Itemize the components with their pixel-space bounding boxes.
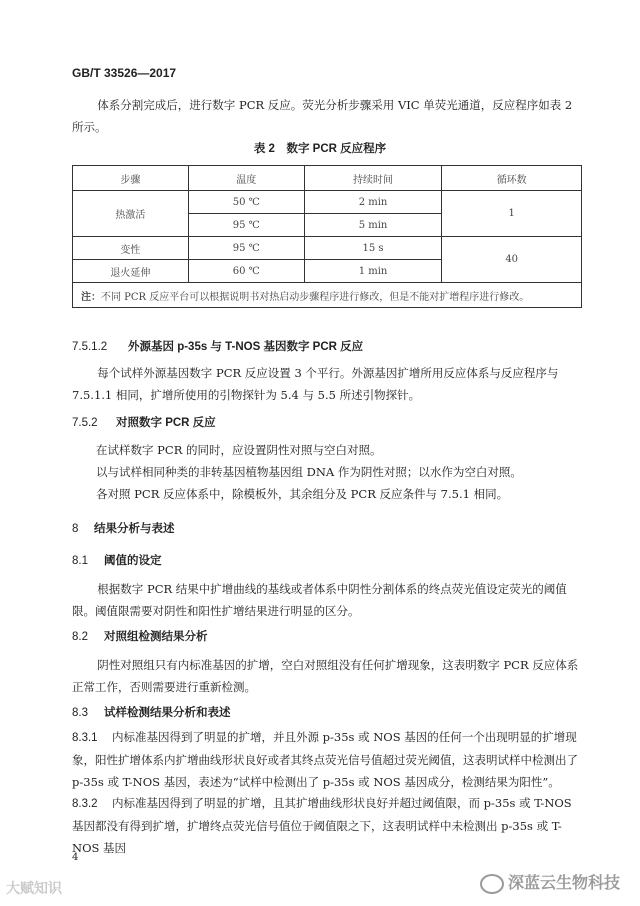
section-number: 8.2 — [72, 631, 88, 643]
section-number: 7.5.1.2 — [72, 341, 108, 353]
heading-8 — [72, 520, 175, 536]
paragraph-line: 在试样数字 PCR 的同时，应设置阴性对照与空白对照。 — [96, 443, 382, 457]
note-label: 注： — [81, 291, 101, 303]
cell-temperature: 95 ℃ — [188, 214, 304, 237]
section-title: 外源基因 p-35s 与 T-NOS 基因数字 PCR 反应 — [128, 341, 364, 353]
cell-temperature: 95 ℃ — [188, 237, 304, 260]
standard-id: GB/T 33526—2017 — [72, 66, 177, 80]
cell-step: 热激活 — [73, 191, 189, 237]
cell-cycles: 1 — [442, 191, 582, 237]
table-note-row — [73, 283, 582, 308]
paragraph-line: 以与试样相同种类的非转基因植物基因组 DNA 作为阴性对照；以水作为空白对照。 — [96, 465, 522, 479]
cell-duration: 5 min — [304, 214, 442, 237]
heading-8-3 — [72, 704, 231, 720]
item-text: 内标准基因得到了明显的扩增，且其扩增曲线形状良好并超过阈值限，而 p-35s 或 T-NOS 基因都没有得到扩增，扩增终点荧光信号值位于阈值限之下，这表明试样中未检测出 p-35s 或 T-NOS 基因 — [72, 796, 572, 855]
heading-7-5-2 — [72, 414, 216, 430]
header-cycles: 循环数 — [442, 166, 582, 191]
table-row — [73, 191, 582, 214]
cell-step: 退火延伸 — [73, 260, 189, 283]
item-8-3-2 — [72, 792, 582, 859]
item-text: 内标准基因得到了明显的扩增，并且外源 p-35s 或 NOS 基因的任何一个出现明显的扩增现象，阳性扩增体系内扩增曲线形状良好或者其终点荧光信号值超过荧光阈值，这表明试样中检测出了 p-35s 或 T-NOS 基因，表述为“试样中检测出了 p-35s 或 NOS 基因成分，检测结果为阳性”。 — [72, 730, 578, 789]
header-temperature: 温度 — [188, 166, 304, 191]
section-title: 对照组检测结果分析 — [104, 631, 208, 643]
paragraph-7-5-1-2: 每个试样外源基因数字 PCR 反应设置 3 个平行。外源基因扩增所用反应体系与反应程序与 7.5.1.1 相同，扩增所使用的引物探针为 5.4 与 5.5 所述引物探针。 — [72, 366, 559, 402]
pcr-program-table — [72, 165, 582, 308]
heading-7-5-1-2 — [72, 338, 363, 354]
header-duration: 持续时间 — [304, 166, 442, 191]
cell-duration: 1 min — [304, 260, 442, 283]
intro-paragraph: 体系分割完成后，进行数字 PCR 反应。荧光分析步骤采用 VIC 单荧光通道，反应程序如表 2 所示。 — [72, 98, 573, 134]
cell-temperature: 60 ℃ — [188, 260, 304, 283]
table-row — [73, 237, 582, 260]
item-8-3-1 — [72, 726, 582, 793]
watermark-right — [480, 870, 620, 894]
item-number: 8.3.1 — [72, 732, 98, 744]
watermark-left: 大赋知识 — [6, 881, 62, 897]
page-number: 4 — [72, 852, 79, 863]
paragraph-8-2: 阴性对照组只有内标准基因的扩增，空白对照组没有任何扩增现象，这表明数字 PCR 反应体系正常工作，否则需要进行重新检测。 — [72, 658, 579, 694]
header-step: 步骤 — [73, 166, 189, 191]
watermark-text: 深蓝云生物科技 — [508, 873, 621, 892]
note-text: 不同 PCR 反应平台可以根据说明书对热启动步骤程序进行修改，但是不能对扩增程序进行修改。 — [101, 291, 530, 303]
cell-duration: 2 min — [304, 191, 442, 214]
cell-step: 变性 — [73, 237, 189, 260]
heading-8-2 — [72, 628, 208, 644]
section-title: 试样检测结果分析和表述 — [104, 707, 231, 719]
section-number: 7.5.2 — [72, 417, 98, 429]
section-number: 8 — [72, 523, 79, 535]
heading-8-1 — [72, 552, 162, 568]
section-title: 结果分析与表述 — [94, 523, 175, 535]
cell-temperature: 50 ℃ — [188, 191, 304, 214]
section-title: 对照数字 PCR 反应 — [116, 417, 216, 429]
paragraph-8-1: 根据数字 PCR 结果中扩增曲线的基线或者体系中阴性分割体系的终点荧光值设定荧光的阈值限。阈值限需要对阴性和阳性扩增结果进行明显的区分。 — [72, 582, 567, 618]
table-caption: 表 2 数字 PCR 反应程序 — [253, 143, 387, 155]
wechat-icon — [480, 874, 504, 894]
section-number: 8.1 — [72, 555, 88, 567]
section-title: 阈值的设定 — [104, 555, 162, 567]
item-number: 8.3.2 — [72, 798, 98, 810]
cell-duration: 15 s — [304, 237, 442, 260]
cell-cycles: 40 — [442, 237, 582, 283]
section-number: 8.3 — [72, 707, 88, 719]
paragraph-line: 各对照 PCR 反应体系中，除模板外，其余组分及 PCR 反应条件与 7.5.1 相同。 — [96, 487, 509, 501]
table-note — [73, 283, 582, 308]
table-header-row — [73, 166, 582, 191]
